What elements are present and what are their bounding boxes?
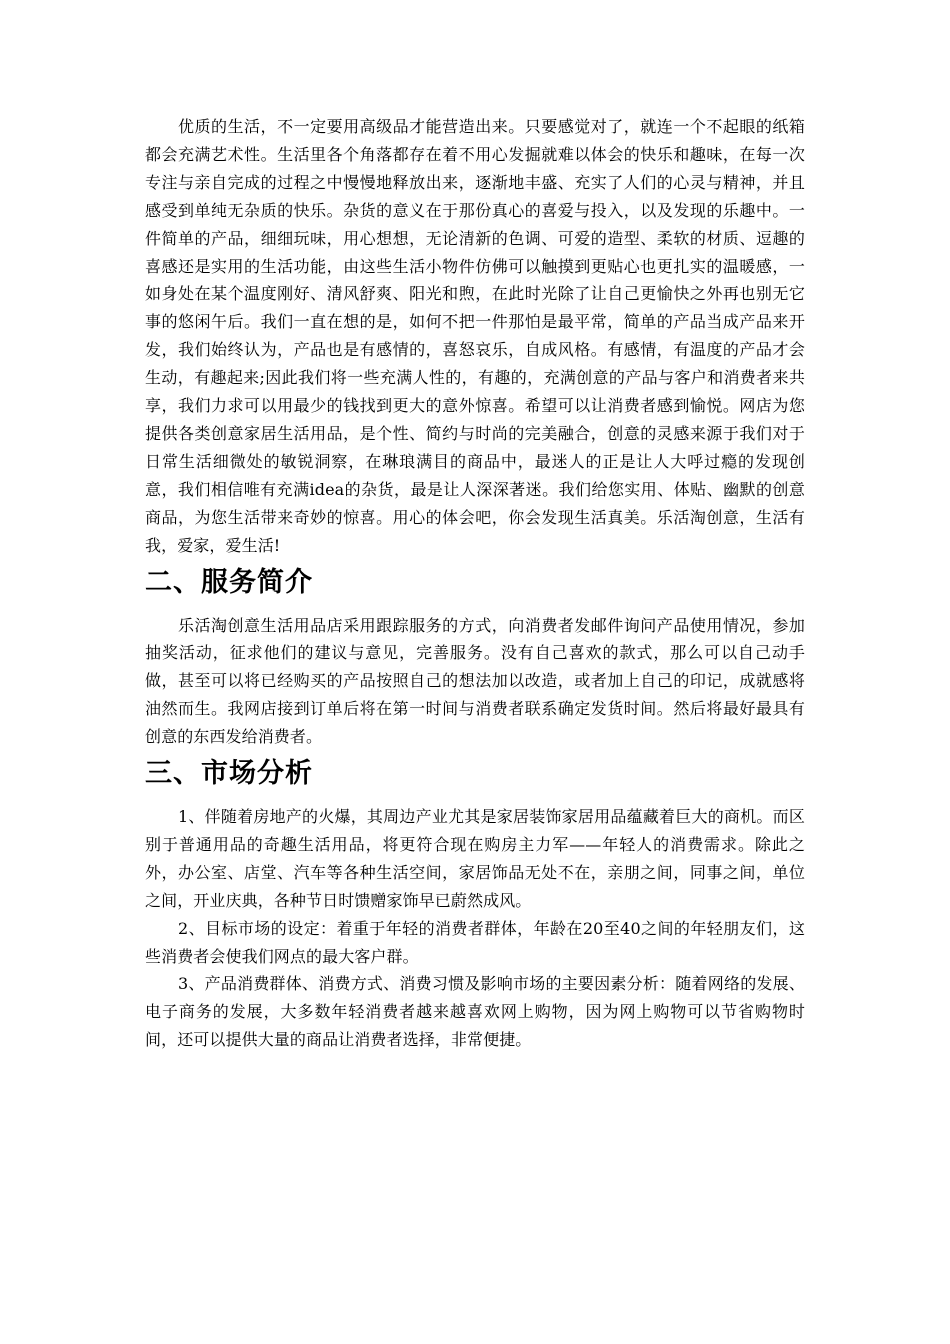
market-item-3: 3、产品消费群体、消费方式、消费习惯及影响市场的主要因素分析：随着网络的发展、电子商务的发展，大多数年轻消费者越来越喜欢网上购物，因为网上购物可以节省购物时间，还可以提供大量的商品让消费者选择，非常便捷。 <box>145 974 805 1050</box>
service-paragraph: 乐活淘创意生活用品店采用跟踪服务的方式，向消费者发邮件询问产品使用情况，参加抽奖活动，征求他们的建议与意见，完善服务。没有自己喜欢的款式，那么可以自己动手做，甚至可以将已经购买的产品按照自己的想法加以改造，或者加上自己的印记，成就感将油然而生。我网店接到订单后将在第一时间与消费者联系确定发货时间。然后将最好最具有创意的东西发给消费者。 <box>145 615 805 747</box>
intro-paragraph: 优质的生活，不一定要用高级品才能营造出来。只要感觉对了，就连一个不起眼的纸箱都会充满艺术性。生活里各个角落都存在着不用心发掘就难以体会的快乐和趣味，在每一次专注与亲自完成的过程之中慢慢地释放出来，逐渐地丰盛、充实了人们的心灵与精神，并且感受到单纯无杂质的快乐。杂货的意义在于那份真心的喜爱与投入，以及发现的乐趣中。一件简单的产品，细细玩味，用心想想，无论清新的色调、可爱的造型、柔软的材质、逗趣的喜感还是实用的生活功能，由这些生活小物件仿佛可以触摸到更贴心也更扎实的温暖感，一如身处在某个温度刚好、清风舒爽、阳光和煦，在此时光除了让自己更愉快之外再也别无它事的悠闲午后。我们一直在想的是，如何不把一件那怕是最平常，简单的产品当成产品来开发，我们始终认为，产品也是有感情的，喜怒哀乐，自成风格。有感情，有温度的产品才会生动，有趣起来;因此我们将一些充满人性的，有趣的，充满创意的产品与客户和消费者来共享，我们力求可以用最少的钱找到更大的意外惊喜。希望可以让消费者感到愉悦。网店为您提供各类创意家居生活用品，是个性、简约与时尚的完美融合，创意的灵感来源于我们对于日常生活细微处的敏锐洞察，在琳琅满目的商品中，最迷人的正是让人大呼过瘾的发现创意，我们相信唯有充满idea的杂货，最是让人深深著迷。我们给您实用、体贴、幽默的创意商品，为您生活带来奇妙的惊喜。用心的体会吧，你会发现生活真美。乐活淘创意，生活有我，爱家，爱生活! <box>145 117 805 555</box>
document-page <box>145 113 805 1054</box>
market-heading: 三、市场分析 <box>145 758 313 790</box>
service-heading: 二、服务简介 <box>145 566 313 598</box>
market-item-2: 2、目标市场的设定：着重于年轻的消费者群体，年龄在20至40之间的年轻朋友们，这些消费者会使我们网点的最大客户群。 <box>145 918 805 966</box>
market-item-1: 1、伴随着房地产的火爆，其周边产业尤其是家居装饰家居用品蕴藏着巨大的商机。而区别于普通用品的奇趣生活用品，将更符合现在购房主力军——年轻人的消费需求。除此之外，办公室、店堂、汽车等各种生活空间，家居饰品无处不在，亲朋之间，同事之间，单位之间，开业庆典，各种节日时馈赠家饰早已蔚然成风。 <box>145 807 805 910</box>
